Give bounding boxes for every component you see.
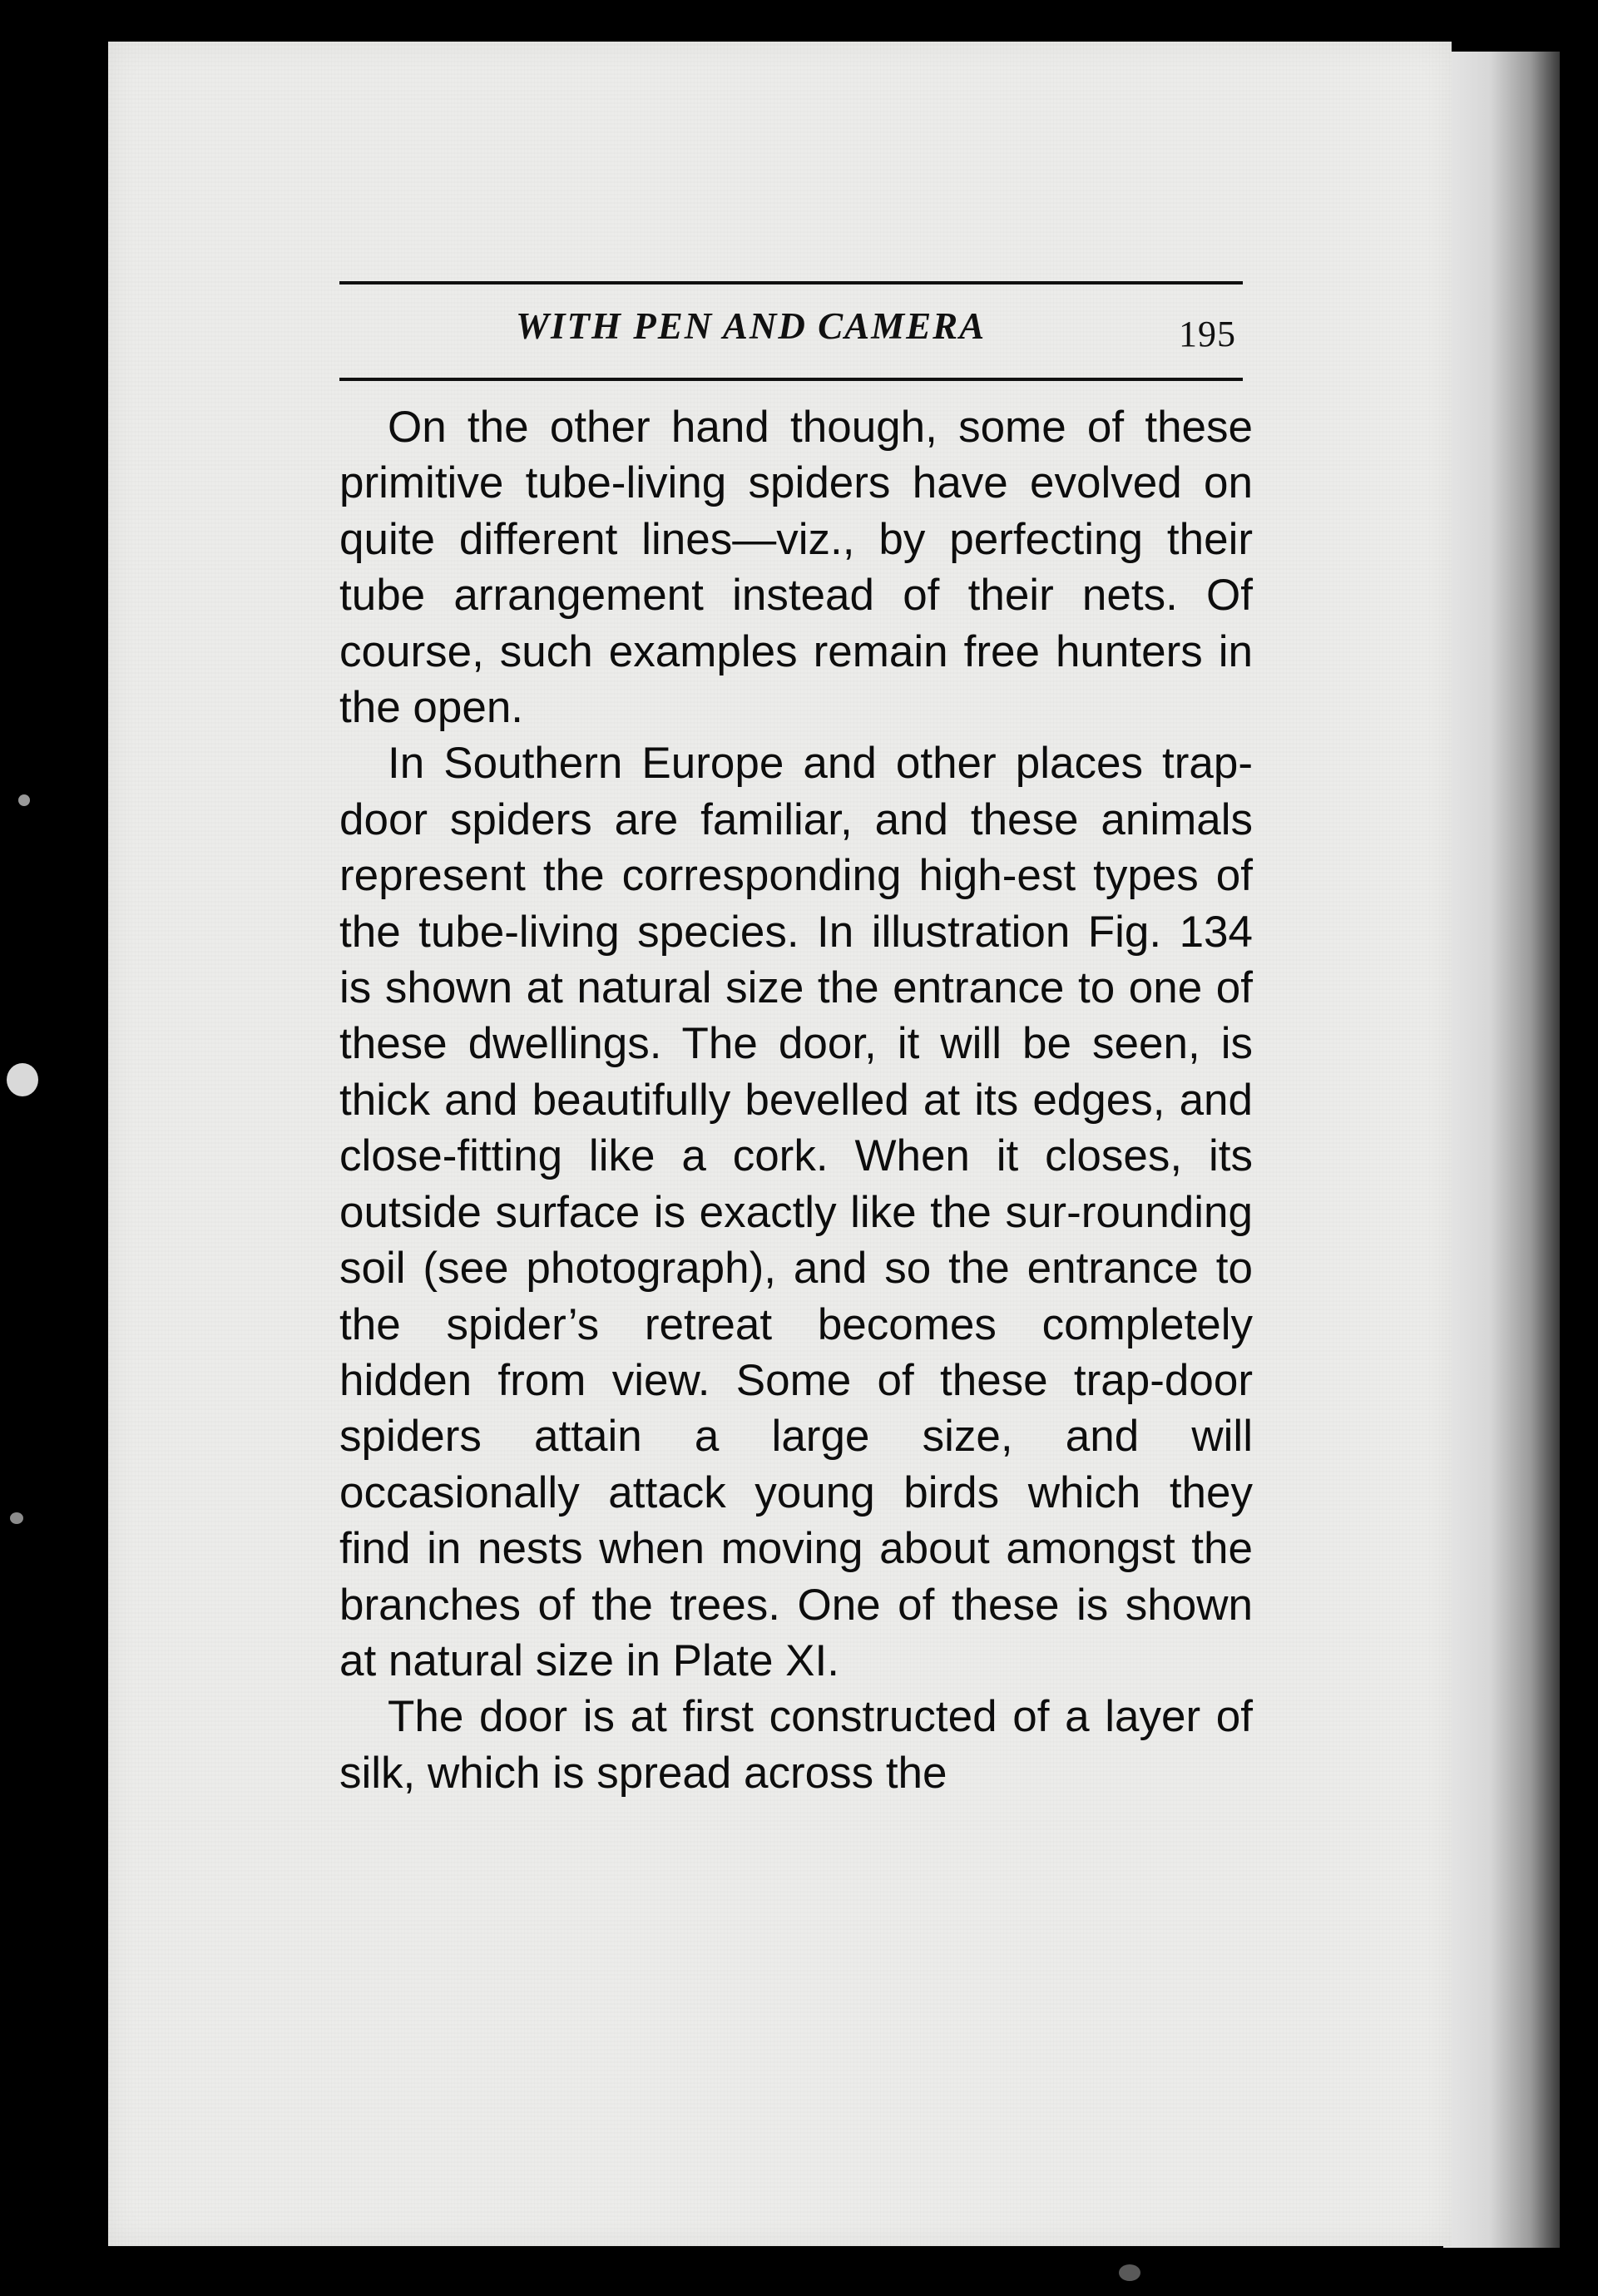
scan-speck <box>18 794 30 806</box>
scan-speck <box>7 1063 38 1096</box>
book-page <box>108 42 1452 2246</box>
header-rule-bottom <box>339 378 1243 381</box>
running-head-title: WITH PEN AND CAMERA <box>516 305 987 347</box>
page-edge <box>1443 52 1560 2248</box>
header-rule-top <box>339 281 1243 285</box>
paragraph: In Southern Europe and other places trap-door spiders are familiar, and these animals represent the corresponding high-est types of the tube-living species. In illustration Fig. 134 is shown at natural size the entrance to one of these dwellings. The door, it will be seen, is thick and beautifully bevelled at its edges, and close-fitting like a cork. When it closes, its outside surface is exactly like the sur-rounding soil (see photograph), and so the entrance to the spider’s retreat becomes completely hidden from view. Some of these trap-door spiders attain a large size, and will occasionally attack young birds which they find in nests when moving about amongst the branches of the trees. One of these is shown at natural size in Plate XI. <box>339 739 1253 1685</box>
paragraph: On the other hand though, some of these primitive tube-living spiders have evolved on quite different lines—viz., by perfecting their tube arrangement instead of their nets. Of course, such examples remain free hunters in the open. <box>339 403 1253 733</box>
scan-speck <box>10 1512 23 1524</box>
page-number: 195 <box>1179 314 1236 354</box>
running-head <box>339 304 1243 363</box>
scan-speck <box>1119 2264 1140 2281</box>
body-text <box>339 399 1253 1801</box>
paragraph: The door is at first constructed of a layer of silk, which is spread across the <box>339 1692 1253 1798</box>
